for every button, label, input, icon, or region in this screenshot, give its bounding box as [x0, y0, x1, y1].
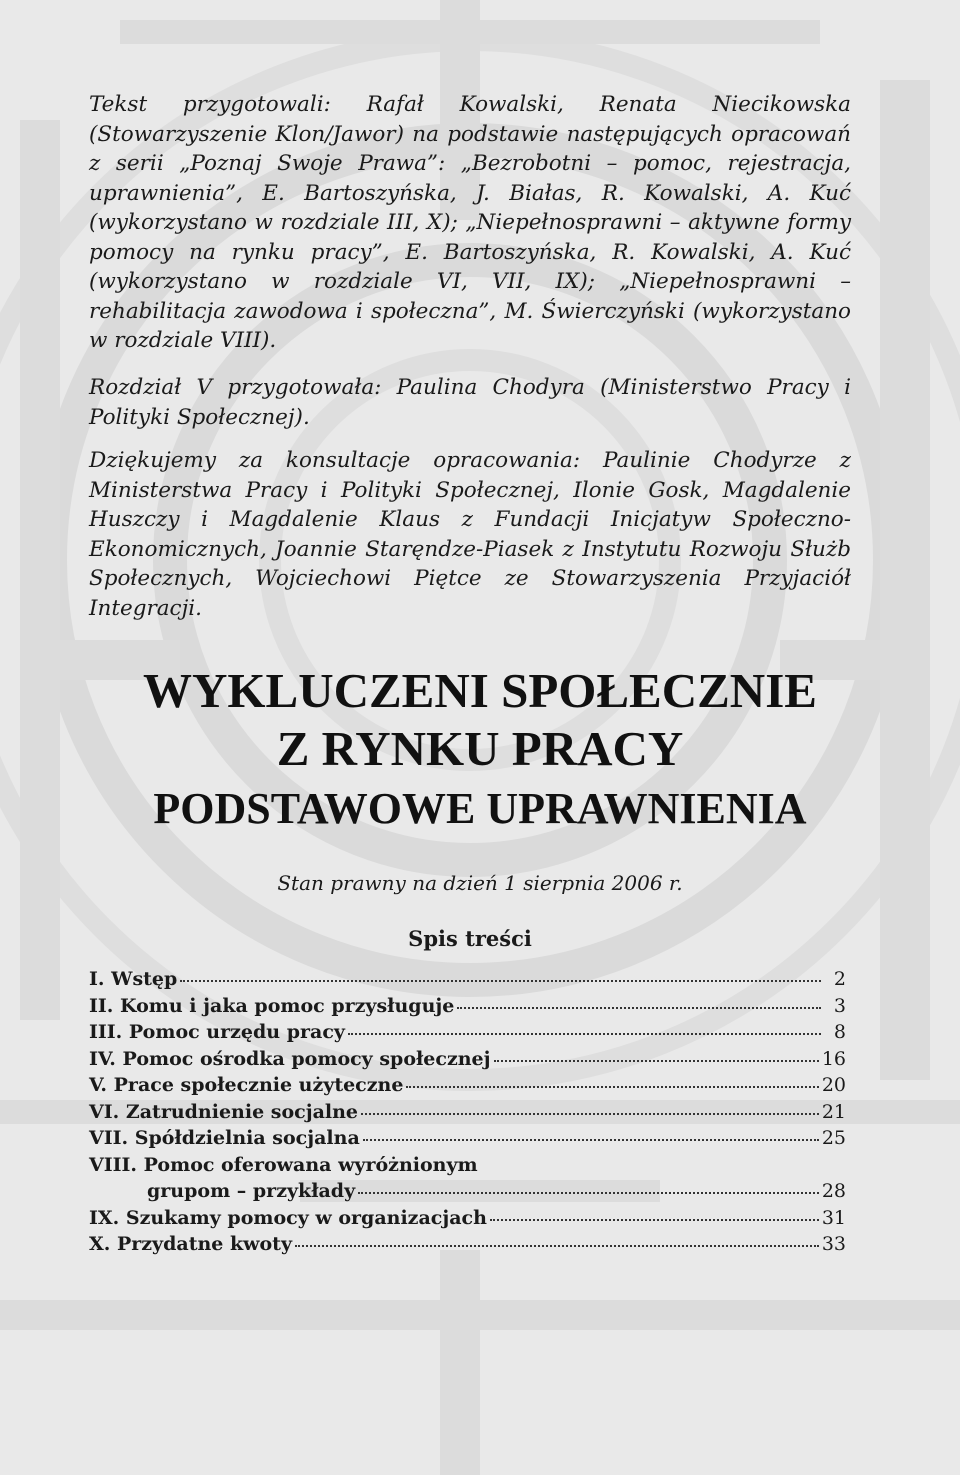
toc-item-title: V. Prace społecznie użyteczne [89, 1074, 404, 1096]
toc-item [89, 1152, 846, 1179]
toc-item-title: II. Komu i jaka pomoc przysługuje [89, 994, 455, 1017]
toc-leader-dots [363, 1135, 819, 1141]
toc-item [89, 966, 846, 993]
toc-item [89, 993, 846, 1020]
toc-item [89, 1046, 846, 1073]
thanks-paragraph: Dziękujemy za konsultacje opracowania: Paulinie Chodyrze z Ministerstwa Pracy i Polityki Społecznej, Ilonie Gosk, Magdalenie Huszczy i Magdalenie Klaus z Fundacji Inicjatyw Społeczno-Ekonomicznych, Joannie Staręndze-Piasek z Instytutu Rozwoju Służb Społecznych, Wojciechowi Piętce ze Stowarzyszenia Przyjaciół Integracji. [89, 448, 851, 621]
toc-item-page: 31 [821, 1206, 846, 1229]
toc-item [89, 1099, 846, 1126]
toc-item-title: VII. Spółdzielnia socjalna [89, 1127, 360, 1149]
toc-leader-dots [295, 1241, 819, 1247]
toc-item-page: 28 [821, 1180, 846, 1202]
toc-item-page: 25 [821, 1127, 846, 1149]
toc-item [89, 1019, 846, 1046]
toc-leader-dots [180, 976, 821, 982]
table-of-contents [89, 966, 846, 1258]
toc-item-title: IX. Szukamy pomocy w organizacjach [89, 1206, 487, 1229]
toc-item [89, 1072, 846, 1099]
toc-item-title-continuation: grupom – przykłady [147, 1180, 356, 1202]
toc-item-title: III. Pomoc urzędu pracy [89, 1021, 345, 1043]
toc-heading: Spis treści [408, 926, 532, 951]
toc-item-page: 33 [821, 1233, 846, 1255]
legal-status-date: Stan prawny na dzień 1 sierpnia 2006 r. [277, 871, 683, 895]
toc-leader-dots [348, 1029, 821, 1035]
main-title-line2: Z RYNKU PRACY [276, 721, 684, 776]
toc-leader-dots [361, 1109, 819, 1115]
toc-leader-dots [457, 1003, 821, 1009]
toc-item-page: 21 [821, 1100, 846, 1123]
toc-leader-dots [406, 1082, 818, 1088]
toc-leader-dots [358, 1188, 819, 1194]
main-title-line1: WYKLUCZENI SPOŁECZNIE [143, 663, 817, 718]
toc-item-page: 16 [821, 1047, 846, 1070]
subtitle: PODSTAWOWE UPRAWNIENIA [153, 784, 807, 833]
toc-item-title: IV. Pomoc ośrodka pomocy społecznej [89, 1047, 491, 1070]
toc-item-page: 20 [821, 1074, 846, 1096]
toc-item-title: VIII. Pomoc oferowana wyróżnionym [89, 1153, 478, 1176]
toc-item-continuation [89, 1178, 846, 1205]
toc-item-page: 2 [833, 968, 846, 990]
toc-item-page: 8 [833, 1021, 846, 1043]
toc-item-title: X. Przydatne kwoty [89, 1233, 292, 1255]
toc-item [89, 1125, 846, 1152]
toc-item [89, 1231, 846, 1258]
toc-leader-dots [490, 1215, 819, 1221]
toc-leader-dots [494, 1056, 819, 1062]
toc-item-title: I. Wstęp [89, 968, 178, 990]
chapter5-paragraph: Rozdział V przygotowała: Paulina Chodyra (Ministerstwo Pracy i Polityki Społecznej). [89, 375, 851, 430]
toc-item [89, 1205, 846, 1232]
toc-item-page: 3 [833, 994, 846, 1017]
toc-item-title: VI. Zatrudnienie socjalne [89, 1100, 359, 1123]
authors-paragraph: Tekst przygotowali: Rafał Kowalski, Renata Niecikowska (Stowarzyszenie Klon/Jawor) na podstawie następujących opracowań z serii „Poznaj Swoje Prawa”: „Bezrobotni – pomoc, rejestracja, uprawnienia”, E. Bartoszyńska, J. Białas, R. Kowalski, A. Kuć (wykorzystano w rozdziale III, X); „Niepełnosprawni – aktywne formy pomocy na rynku pracy”, E. Bartoszyńska, R. Kowalski, A. Kuć (wykorzystano w rozdziale VI, VII, IX); „Niepełnosprawni – rehabilitacja zawodowa i społeczna”, M. Świerczyński (wykorzystano w rozdziale VIII). [89, 92, 851, 353]
